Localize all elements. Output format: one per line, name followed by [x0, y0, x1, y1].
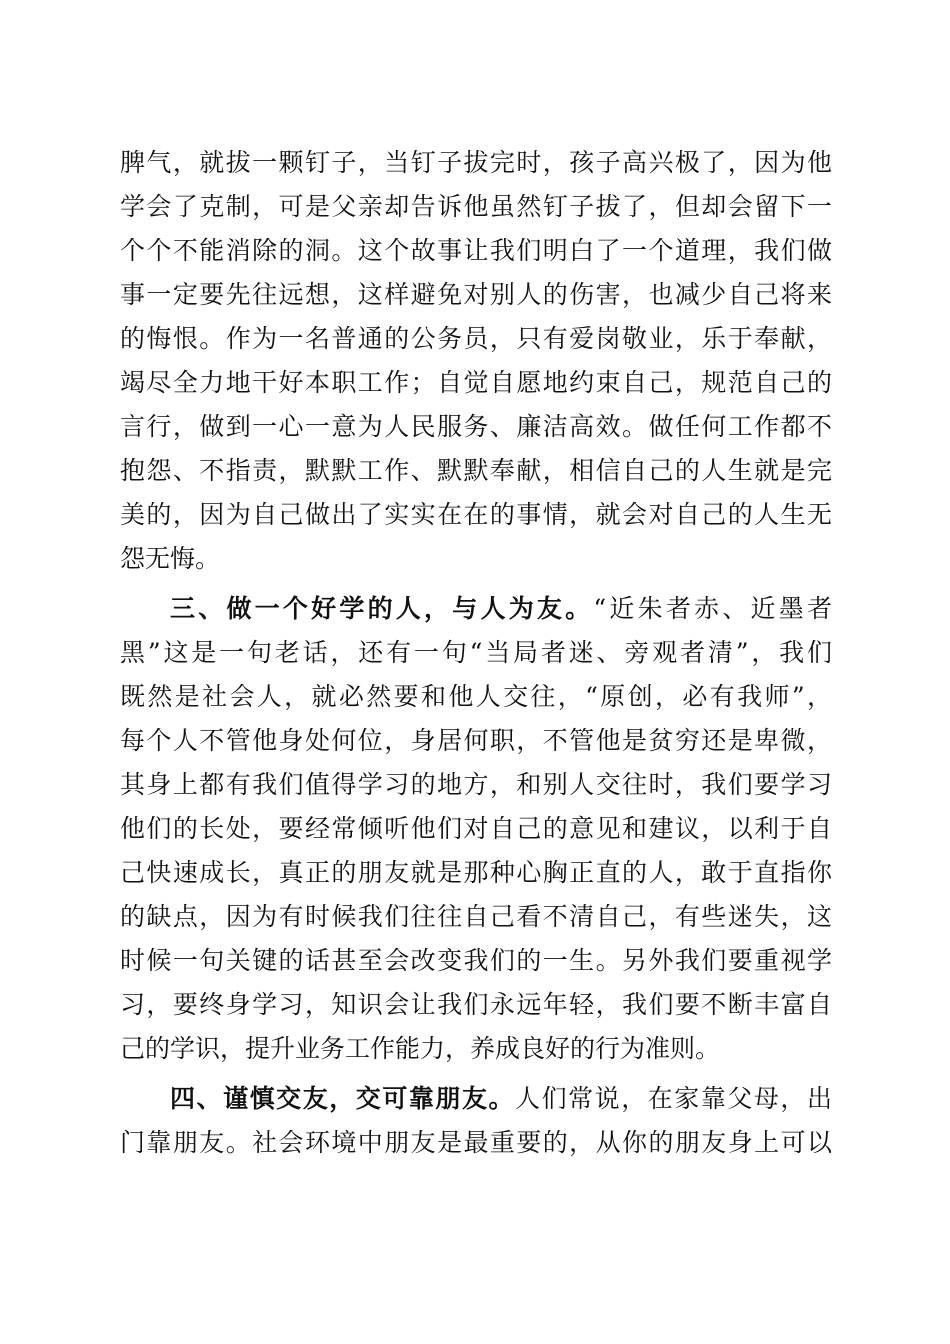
- paragraph-first-line: [170, 1079, 832, 1119]
- section-heading: 三、做一个好学的人，与人为友。: [170, 594, 594, 623]
- paragraph-line: 竭尽全力地干好本职工作；自觉自愿地约束自己，规范自己的: [120, 368, 832, 397]
- paragraph-line: 抱怨、不指责，默默工作、默默奉献，相信自己的人生就是完: [120, 456, 832, 485]
- section-heading: 四、谨慎交友，交可靠朋友。: [170, 1084, 516, 1113]
- paragraph-line: 美的，因为自己做出了实实在在的事情，就会对自己的人生无: [120, 500, 832, 529]
- paragraph-line: 的悔恨。作为一名普通的公务员，只有爱岗敬业，乐于奉献，: [120, 324, 832, 353]
- paragraph-line: 习，要终身学习，知识会让我们永远年轻，我们要不断丰富自: [120, 990, 832, 1019]
- paragraph-line: 黑”这是一句老话，还有一句“当局者迷、旁观者清”，我们: [120, 638, 832, 667]
- paragraph-line: 事一定要先往远想，这样避免对别人的伤害，也减少自己将来: [120, 280, 832, 309]
- paragraph-text: “近朱者赤、近墨者: [593, 594, 832, 623]
- paragraph-line: 个个不能消除的洞。这个故事让我们明白了一个道理，我们做: [120, 236, 832, 265]
- paragraph-line: 脾气，就拔一颗钉子，当钉子拔完时，孩子高兴极了，因为他: [120, 148, 832, 177]
- paragraph-line: 门靠朋友。社会环境中朋友是最重要的，从你的朋友身上可以: [120, 1128, 832, 1157]
- paragraph-line: 时候一句关键的话甚至会改变我们的一生。另外我们要重视学: [120, 946, 832, 975]
- paragraph-first-line: [170, 589, 832, 629]
- paragraph-line: 怨无悔。: [120, 544, 221, 573]
- paragraph-line: 己快速成长，真正的朋友就是那种心胸正直的人，敢于直指你: [120, 858, 832, 887]
- paragraph-text: 人们常说，在家靠父母，出: [515, 1084, 832, 1113]
- paragraph-line: 其身上都有我们值得学习的地方，和别人交往时，我们要学习: [120, 770, 832, 799]
- paragraph-line: 学会了克制，可是父亲却告诉他虽然钉子拔了，但却会留下一: [120, 192, 832, 221]
- paragraph-line: 每个人不管他身处何位，身居何职，不管他是贫穷还是卑微，: [120, 726, 832, 755]
- paragraph-line: 的缺点，因为有时候我们往往自己看不清自己，有些迷失，这: [120, 902, 832, 931]
- paragraph-line: 既然是社会人，就必然要和他人交往，“原创，必有我师”，: [120, 682, 832, 711]
- paragraph-line: 他们的长处，要经常倾听他们对自己的意见和建议，以利于自: [120, 814, 832, 843]
- paragraph-line: 己的学识，提升业务工作能力，养成良好的行为准则。: [120, 1034, 721, 1063]
- paragraph-line: 言行，做到一心一意为人民服务、廉洁高效。做任何工作都不: [120, 412, 832, 441]
